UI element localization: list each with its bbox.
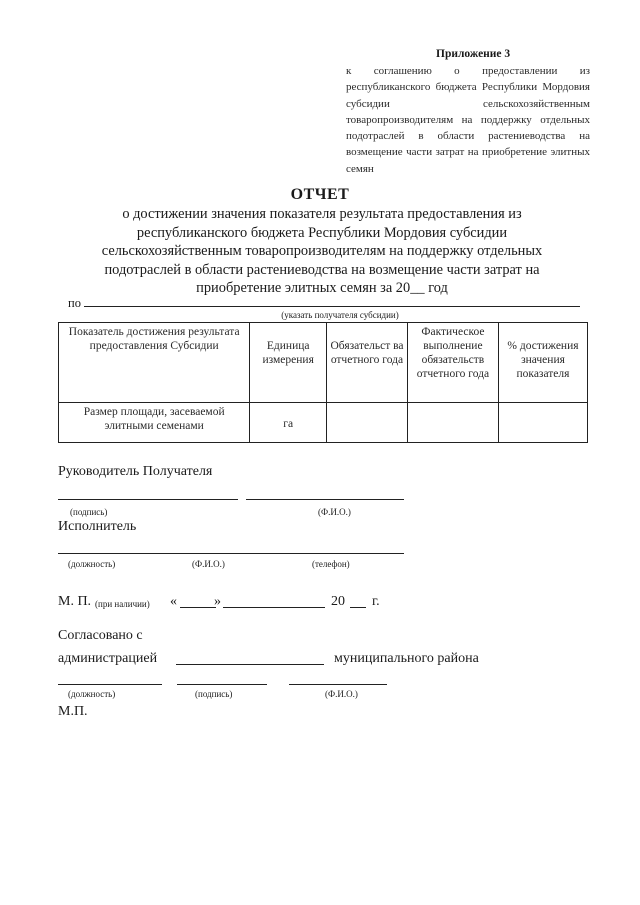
indicator-table [58, 322, 588, 443]
agreed-fio-hint: (Ф.И.О.) [325, 689, 358, 699]
administration-line [176, 664, 324, 665]
header-percent: % достижения значения показателя [498, 323, 587, 403]
executor-line [58, 553, 404, 554]
header-obligation: Обязательст ва отчетного года [327, 323, 408, 403]
cell-percent [498, 403, 587, 443]
date-day-line [180, 607, 216, 608]
seal-hint: (при наличии) [95, 599, 150, 609]
head-sign-hint: (подпись) [70, 507, 108, 517]
seal-label: М. П. [58, 594, 92, 609]
agreed-position-line [58, 684, 162, 685]
executor-position-hint: (должность) [68, 559, 116, 569]
header-unit: Единица измерения [250, 323, 327, 403]
date-quote-open: « [170, 594, 177, 609]
table-header-row [59, 323, 588, 403]
executor-label: Исполнитель [58, 519, 137, 534]
agreed-label-2: администрацией [58, 651, 158, 666]
cell-obligation [327, 403, 408, 443]
recipient-label: по [68, 296, 81, 310]
date-year-suffix: г. [372, 594, 380, 609]
header-actual: Фактическое выполнение обязательств отчетного года [407, 323, 498, 403]
agreed-position-hint: (должность) [68, 689, 116, 699]
head-label: Руководитель Получателя [58, 464, 213, 479]
executor-phone-hint: (телефон) [312, 559, 350, 569]
agreed-sign-hint: (подпись) [195, 689, 233, 699]
date-quote-close: » [214, 594, 221, 609]
executor-fio-hint: (Ф.И.О.) [192, 559, 225, 569]
agreed-fio-line [289, 684, 387, 685]
recipient-hint: (указать получателя субсидии) [281, 310, 399, 320]
head-fio-line [246, 499, 404, 500]
appendix-body: к соглашению о предоставлении из республиканского бюджета Республики Мордовия субсидии сельскохозяйственным товаропроизводителям на поддержку отдельных подотраслей в области растениеводства на возмещение части затрат на приобретение элитных семян [346, 65, 590, 175]
agreed-sign-line [177, 684, 267, 685]
head-fio-hint: (Ф.И.О.) [318, 507, 351, 517]
date-month-line [223, 607, 325, 608]
head-sign-line [58, 499, 238, 500]
agreed-label-1: Согласовано с [58, 628, 143, 643]
header-indicator: Показатель достижения результата предоставления Субсидии [59, 323, 250, 403]
appendix-title: Приложение 3 [436, 48, 511, 60]
table-row [59, 403, 588, 443]
cell-actual [407, 403, 498, 443]
cell-indicator: Размер площади, засеваемой элитными семенами [59, 403, 250, 443]
date-year-prefix: 20 [331, 594, 345, 609]
date-year-line [350, 607, 366, 608]
report-subtitle: о достижении значения показателя результата предоставления из республиканского бюджета Республики Мордовия субсидии сельскохозяйственным товаропроизводителям на поддержку отдельных подотраслей в области растениеводства на возмещение части затрат на приобретение элитных семян за 20__ год [101, 206, 543, 296]
recipient-line [84, 306, 580, 307]
final-seal-label: М.П. [58, 704, 88, 719]
agreed-tail: муниципального района [334, 651, 479, 666]
report-title: ОТЧЕТ [290, 186, 350, 203]
cell-unit: га [250, 403, 327, 443]
